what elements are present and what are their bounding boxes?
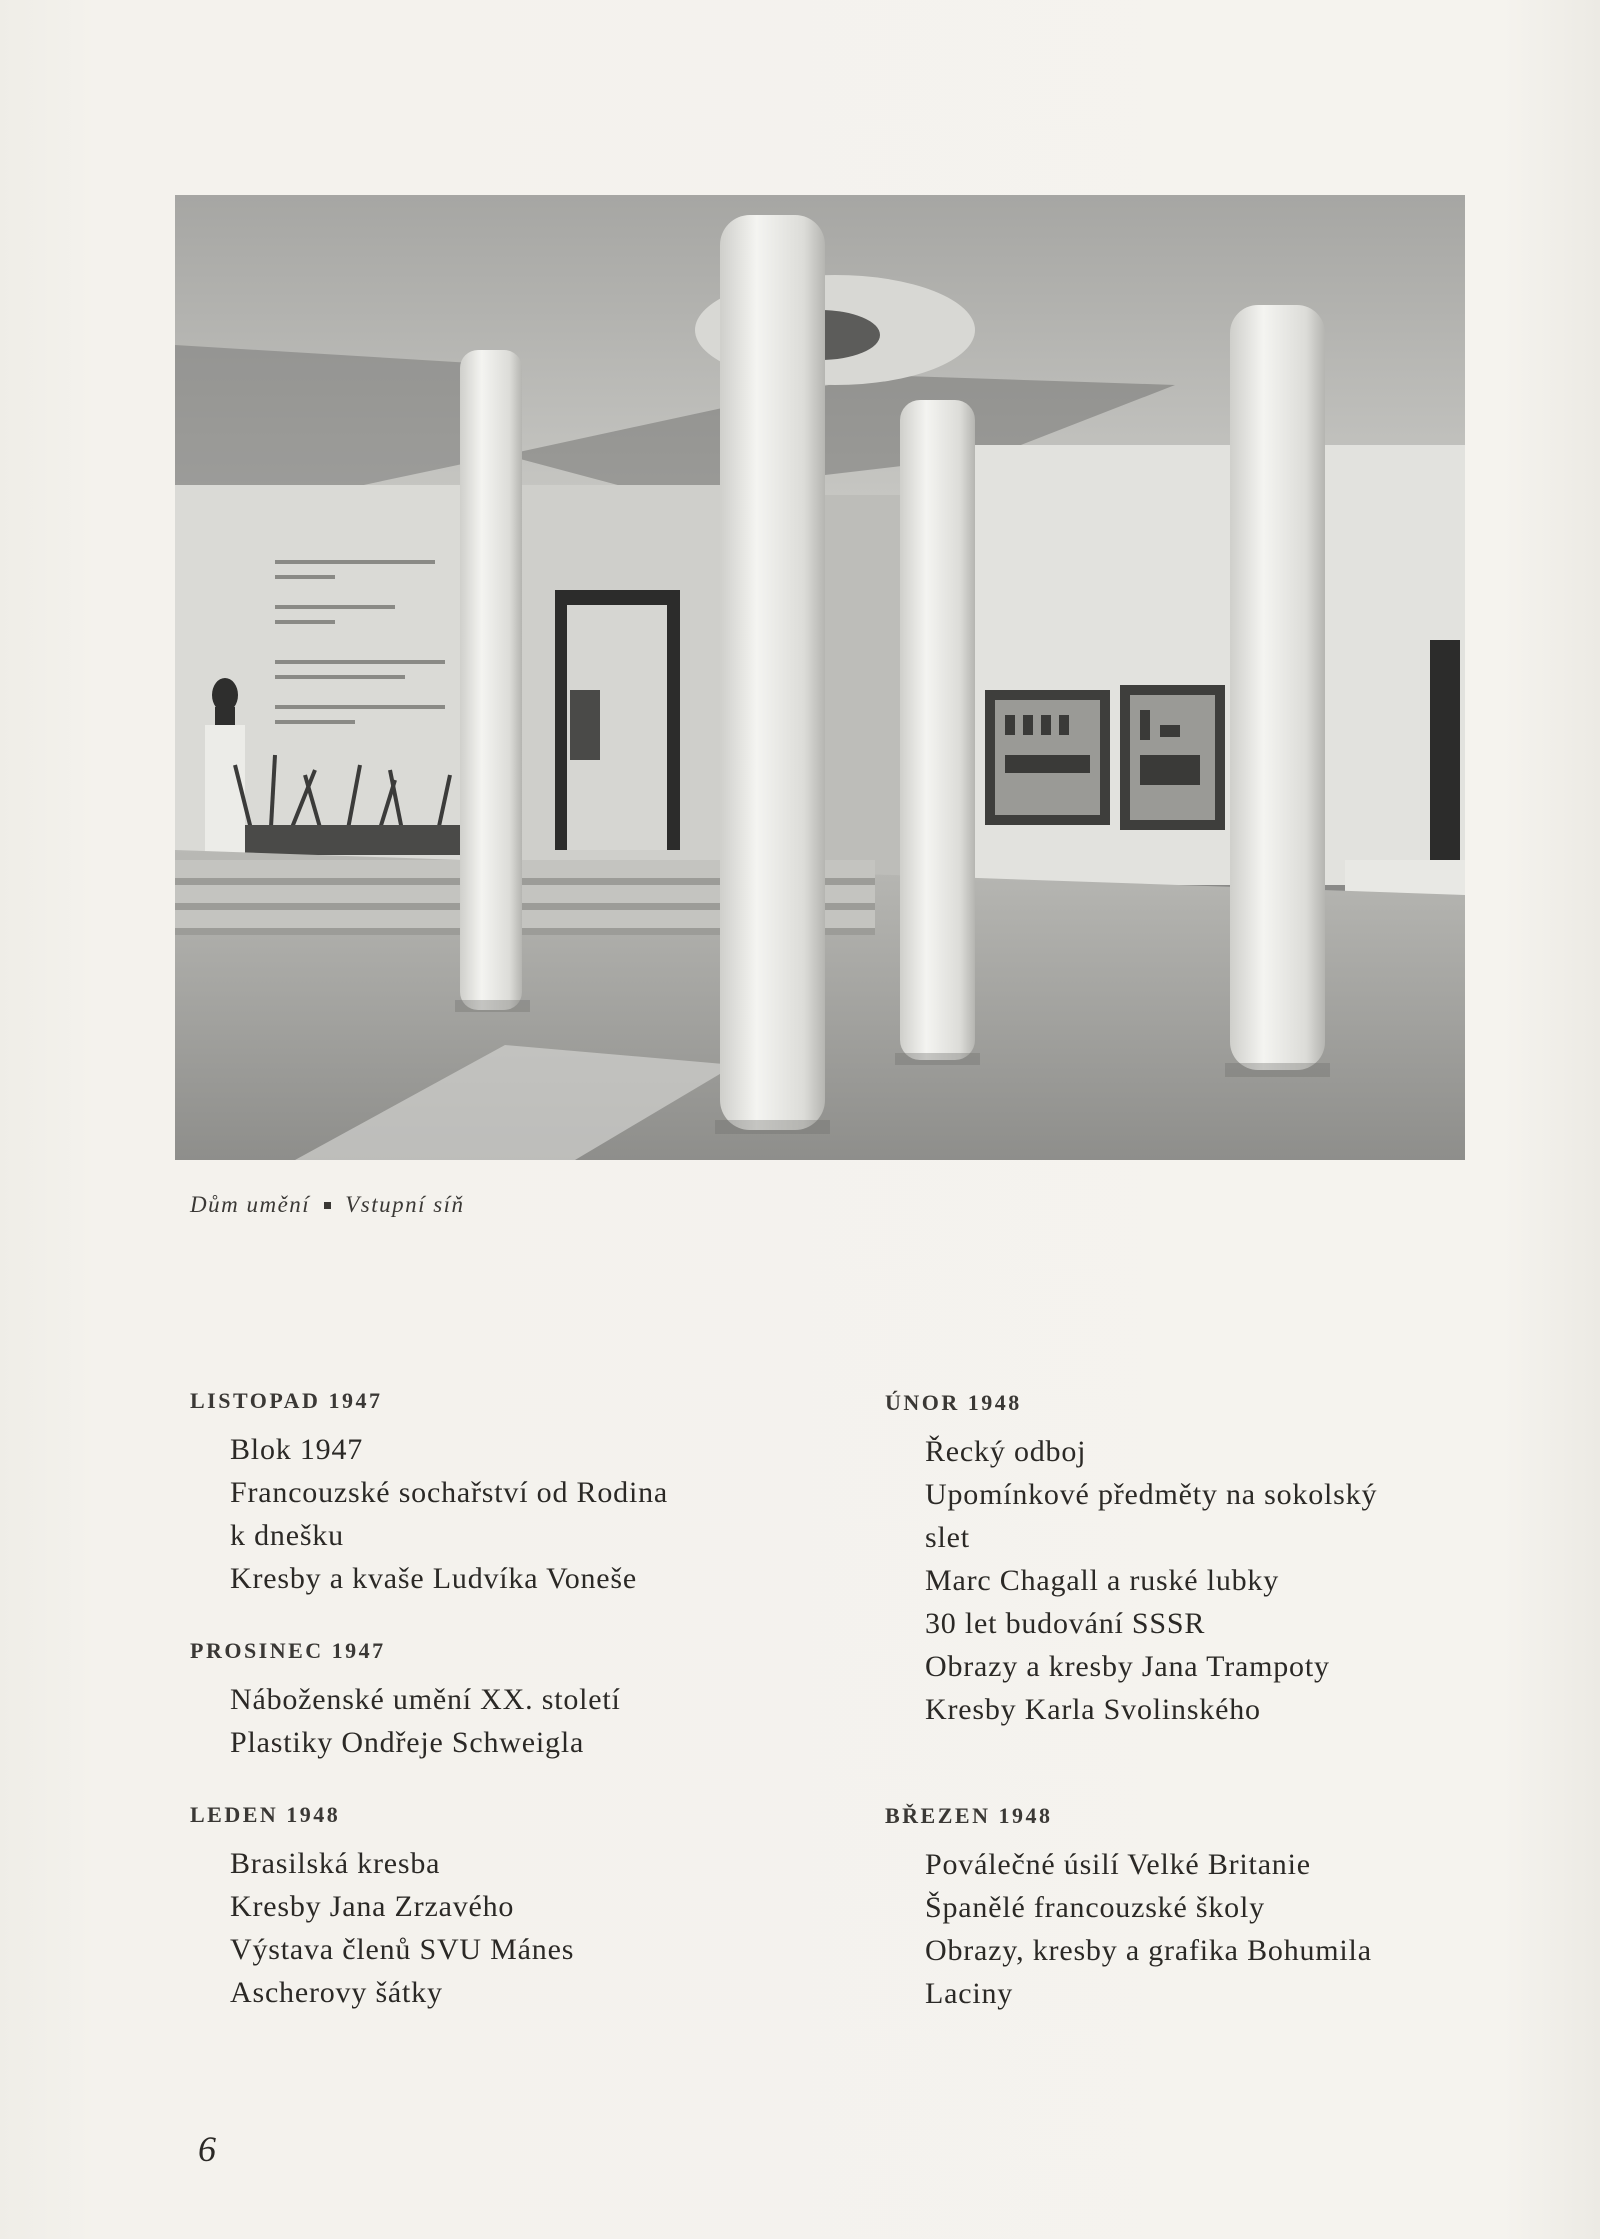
exhibition-item: slet bbox=[925, 1521, 970, 1554]
exhibition-item: Brasilská kresba bbox=[230, 1847, 441, 1880]
exhibition-item: Laciny bbox=[925, 1977, 1014, 2010]
exhibition-item: Francouzské sochařství od Rodina bbox=[230, 1476, 669, 1509]
exhibition-item: Poválečné úsilí Velké Britanie bbox=[925, 1848, 1311, 1881]
exhibition-item: Španělé francouzské školy bbox=[925, 1891, 1265, 1924]
exhibition-item: Marc Chagall a ruské lubky bbox=[925, 1564, 1280, 1597]
exhibition-item: Blok 1947 bbox=[230, 1433, 364, 1466]
month-group bbox=[190, 1638, 830, 1764]
exhibition-item: Ascherovy šátky bbox=[230, 1976, 443, 2009]
photo-illustration bbox=[175, 195, 1465, 1160]
exhibition-item: Plastiky Ondřeje Schweigla bbox=[230, 1726, 585, 1759]
month-heading: BŘEZEN 1948 bbox=[885, 1803, 1053, 1828]
exhibition-item: 30 let budování SSSR bbox=[925, 1607, 1206, 1640]
exhibition-list bbox=[190, 1678, 830, 1764]
month-heading: LEDEN 1948 bbox=[190, 1802, 341, 1827]
exhibition-item: Obrazy a kresby Jana Trampoty bbox=[925, 1650, 1330, 1683]
exhibition-item: Obrazy, kresby a grafika Bohumila bbox=[925, 1934, 1372, 1967]
right-column bbox=[885, 1390, 1525, 2087]
month-group bbox=[885, 1390, 1525, 1731]
exhibition-list bbox=[885, 1843, 1525, 2015]
exhibition-list bbox=[885, 1430, 1525, 1731]
exhibition-item: Kresby Karla Svolinského bbox=[925, 1693, 1261, 1726]
exhibition-item: Kresby Jana Zrzavého bbox=[230, 1890, 515, 1923]
exhibition-item: Náboženské umění XX. století bbox=[230, 1683, 621, 1716]
left-column bbox=[190, 1388, 830, 2052]
month-group bbox=[190, 1802, 830, 2014]
caption-place: Dům umění bbox=[190, 1192, 311, 1217]
exhibition-item: Výstava členů SVU Mánes bbox=[230, 1933, 575, 1966]
entrance-hall-photo bbox=[175, 195, 1465, 1160]
month-heading: LISTOPAD 1947 bbox=[190, 1388, 383, 1413]
caption-room: Vstupní síň bbox=[345, 1192, 465, 1217]
month-heading: ÚNOR 1948 bbox=[885, 1390, 1022, 1415]
caption-separator bbox=[324, 1202, 331, 1209]
exhibition-list bbox=[190, 1428, 830, 1600]
photo-caption bbox=[190, 1192, 465, 1218]
month-group bbox=[190, 1388, 830, 1600]
exhibition-list bbox=[190, 1842, 830, 2014]
exhibition-item: Řecký odboj bbox=[925, 1435, 1087, 1468]
exhibition-item: Upomínkové předměty na sokolský bbox=[925, 1478, 1378, 1511]
page-number: 6 bbox=[198, 2129, 216, 2169]
month-group bbox=[885, 1803, 1525, 2015]
month-heading: PROSINEC 1947 bbox=[190, 1638, 386, 1663]
exhibition-item: k dnešku bbox=[230, 1519, 344, 1552]
exhibition-item: Kresby a kvaše Ludvíka Voneše bbox=[230, 1562, 638, 1595]
